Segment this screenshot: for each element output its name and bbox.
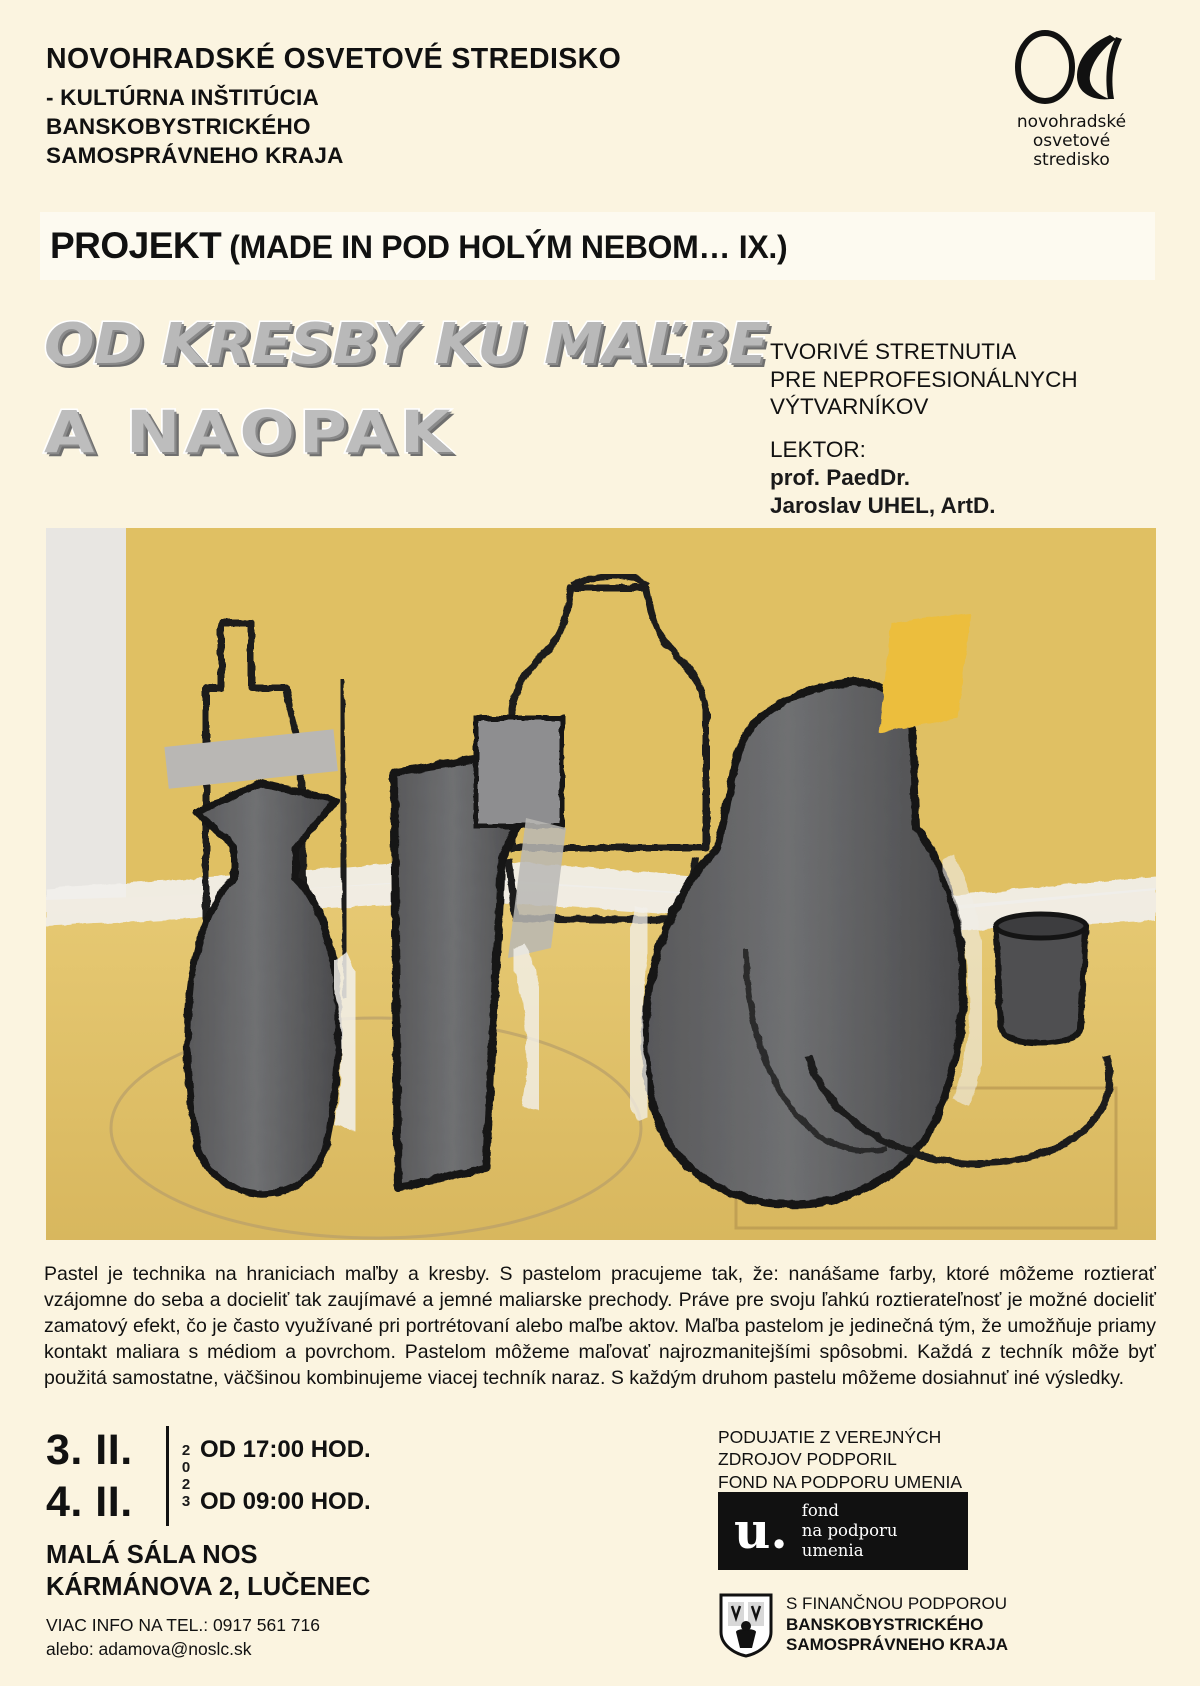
date-time: OD 17:00 HOD. [200,1436,371,1463]
meeting-info-line-1: TVORIVÉ STRETNUTIA [770,339,1017,364]
contact-email[interactable]: alebo: adamova@noslc.sk [46,1638,252,1659]
lecturer-name: Jaroslav UHEL, ArtD. [770,493,996,519]
meeting-info-line-3: VÝTVARNÍKOV [770,394,929,420]
bbsk-line-3: SAMOSPRÁVNEHO KRAJA [786,1635,1008,1655]
funding-note [718,1426,962,1493]
date-day: 4. II. [46,1477,133,1526]
venue-line-2: KÁRMÁNOVA 2, LUČENEC [46,1572,371,1601]
contact-phone: VIAC INFO NA TEL.: 0917 561 716 [46,1615,320,1635]
meeting-info [770,338,1170,520]
nos-logo-caption-line-1: novohradské [1016,112,1127,132]
organization-subtitle-line-1: - KULTÚRNA INŠTITÚCIA [46,85,319,111]
header [46,42,1046,171]
nos-logo-caption [989,113,1154,170]
fpu-logo [718,1492,968,1570]
lecturer-title: prof. PaedDr. [770,465,911,491]
project-name: (MADE IN POD HOLÝM NEBOM… IX.) [229,228,788,265]
year-digit-4: 3 [181,1493,191,1511]
year-digit-2: 0 [181,1458,191,1476]
fpu-logo-text-line-3: umenia [801,1541,864,1561]
venue-line-1: MALÁ SÁLA NOS [46,1541,258,1569]
bbsk-line-1: S FINANČNOU PODPOROU [786,1593,1008,1613]
year-digit-3: 2 [181,1476,191,1493]
date-day: 3. II. [46,1425,133,1474]
poster-title-line-1: OD KRESBY KU MAĽBE [44,312,768,377]
contact-info [46,1614,320,1661]
fpu-logo-text-line-2: na podporu [801,1520,898,1540]
organization-subtitle [46,84,1046,170]
nos-logo-icon [989,30,1154,110]
nos-logo [989,30,1154,170]
lecturer-label: LEKTOR: [770,437,866,463]
date-row [46,1476,566,1528]
date-row [46,1424,566,1476]
project-bar [40,212,1155,280]
bbsk-crest-icon [718,1592,774,1658]
meeting-info-line-2: PRE NEPROFESIONÁLNYCH [770,366,1078,392]
fpu-logo-mark: u. [734,1501,788,1560]
artwork-image [46,528,1156,1240]
organization-name: NOVOHRADSKÉ OSVETOVÉ STREDISKO [46,43,622,75]
nos-logo-caption-line-3: stredisko [1033,150,1110,171]
dates-block [46,1424,566,1528]
project-label: PROJEKT [50,225,222,266]
fpu-logo-text [802,1501,898,1561]
date-time: OD 09:00 HOD. [200,1488,371,1515]
bbsk-support-text [786,1594,1008,1656]
organization-subtitle-line-3: SAMOSPRÁVNEHO KRAJA [46,142,344,168]
venue [46,1540,370,1604]
funding-note-line-3: FOND NA PODPORU UMENIA [718,1471,963,1492]
year-digit-1: 2 [181,1441,191,1459]
funding-note-line-2: ZDROJOV PODPORIL [718,1449,897,1470]
year-column [166,1426,203,1526]
organization-subtitle-line-2: BANSKOBYSTRICKÉHO [46,113,311,139]
poster-title-line-2: A NAOPAK [44,398,455,466]
bbsk-support [718,1592,1008,1658]
nos-logo-caption-line-2: osvetové [1032,131,1111,152]
bbsk-line-2: BANSKOBYSTRICKÉHO [786,1614,984,1634]
fpu-logo-text-line-1: fond [801,1500,839,1520]
funding-note-line-1: PODUJATIE Z VEREJNÝCH [718,1427,942,1447]
description-text: Pastel je technika na hraniciach maľby a kresby. S pastelom pracujeme tak, že: nanášame farby, ktoré môžeme roztierať vzájomne do seba a docieliť tak zaujímavé a jemné maliarske prechody. Práve pre svoju ľahkú roztierateľnosť je možné docieliť zamatový efekt, čo je často využívané pri portrétovaní alebo maľbe aktov. Maľba pastelom je jedinečná tým, že umožňuje priamy kontakt maliara s médiom a povrchom. Pastelom môžeme maľovať najrozmanitejšími spôsobmi. Každá z techník môže byť použitá samostatne, väčšinou kombinujeme viacej techník naraz. S každým druhom pastelu môžeme dosiahnuť iné výsledky. [44,1263,1156,1389]
